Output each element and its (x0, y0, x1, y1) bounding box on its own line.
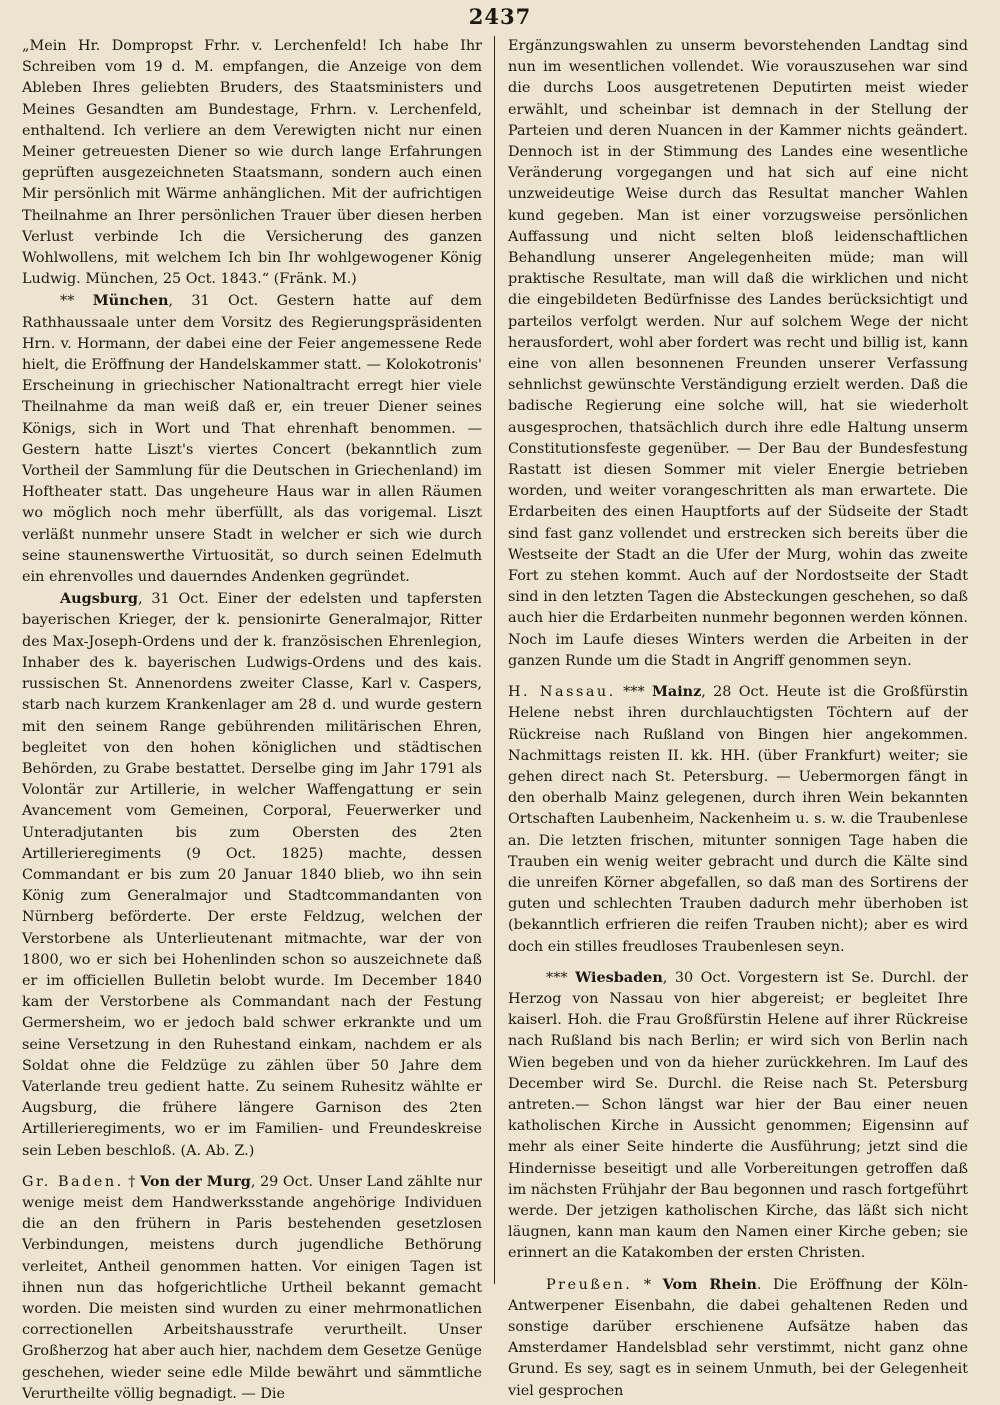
article-place: Mainz (651, 683, 702, 701)
article-augsburg (22, 588, 482, 1161)
article-text: Ergänzungswahlen zu unserm bevorstehenden Landtag sind nun im wesentlichen vollendet. Wie vorauszusehen war sind die durchs Loos ausgetretenen Deputirten meist wieder erwählt, und scheinbar ist demnach in der Stellung der Parteien und deren Nuancen in der Kammer nichts geändert. Dennoch ist in der Stimmung des Landes eine wesentliche Veränderung vorgegangen und hat sich auf eine nicht unzweideutige Weise durch das Resultat mancher Wahlen kund gegeben. Man ist einer vorzugsweise persönlichen Auffassung und nicht selten bloß leidenschaftlichen Behandlung unserer Angelegenheiten müde; man will praktische Resultate, man will daß die wirklichen und nicht die eingebildeten Bedürfnisse des Landes berücksichtigt und parteilos verfolgt werden. Nur auf solchem Wege der nicht herausfordert, wohl aber fordert was recht und billig ist, kann eine von allen besonnenen Freunden unserer Verfassung sehnlichst gewünschte Verständigung erzielt werden. Daß die badische Regierung eine solche will, hat sie wiederholt ausgesprochen, thatsächlich durch ihre edle Haltung unserm Constitutionsfeste gegenüber. — Der Bau der Bundesfestung Rastatt ist diesen Sommer mit vieler Energie betrieben worden, und weiter vorangeschritten als man erwartete. Die Erdarbeiten des einen Hauptforts auf der Südseite der Stadt sind fast ganz vollendet und erstrecken sich bereits über die Westseite der Stadt an die Ufer der Murg, wohin das zweite Fort zu stehen kommt. Auch auf der Nordostseite der Stadt sind in den letzten Tagen die Absteckungen geschehen, so daß auch hier die Erdarbeiten nunmehr begonnen werden können. Noch im Laufe dieses Winters werden die Arbeiten in der ganzen Runde um die Stadt in Angriff genommen seyn. (508, 38, 968, 669)
article-text: „Mein Hr. Dompropst Frhr. v. Lerchenfeld! Ich habe Ihr Schreiben vom 19 d. M. empfangen, die Anzeige von dem Ableben Ihres geliebten Bruders, des Staatsministers und Meines Gesandten am Bundestage, Frhrn. v. Lerchenfeld, enthaltend. Ich verliere an dem Verewigten nicht nur einen Meiner getreuesten Diener so wie durch lange Erfahrungen geprüften ausgezeichneten Staatsmann, sondern auch einen Mir persönlich mit Wärme anhänglichen. Mit der aufrichtigen Theilnahme an Ihrer persönlichen Trauer über diesen herben Verlust verbinde Ich die Versicherung des ganzen Wohlwollens, mit welchem Ich bin Ihr wohlgewogener König Ludwig. München, 25 Oct. 1843.“ (Fränk. M.) (22, 38, 482, 288)
section-heading: H. Nassau. (508, 684, 616, 701)
article-text: , 31 Oct. Gestern hatte auf dem Rathhaussaale unter dem Vorsitz des Regierungspräsidenten Hrn. v. Hormann, der dabei eine der Feier angemessene Rede hielt, die Eröffnung der Handelskammer statt. — Kolokotronis' Erscheinung in griechischer Nationaltracht erregt hier viele Theilnahme da man weiß daß er, ein treuer Diener seines Königs, sich in Wort und That ehrenhaft benommen. — Gestern hatte Liszt's viertes Concert (bekanntlich zum Vortheil der Sammlung für die Deutschen in Griechenland) im Hoftheater statt. Das ungeheure Haus war in allen Räumen wo möglich noch mehr überfüllt, als das vorigemal. Liszt verläßt nunmehr unsere Stadt in welcher er sich wie durch seine staunenswerthe Virtuosität, so durch seinen Edelmuth ein ehrenvolles und dauerndes Andenken gegründet. (22, 293, 482, 586)
article-place: Von der Murg (140, 1172, 251, 1190)
article-mark: † (123, 1173, 141, 1190)
article-text: , 29 Oct. Unser Land zählte nur wenige meist dem Handwerksstande angehörige Individuen die an den frühern in Paris bestehenden gesetzlosen Verbindungen, meistens durch jugendliche Bethörung verleitet, Antheil genommen hatten. Vor einigen Tagen ist ihnen nun das hofgerichtliche Urtheil bekannt gemacht worden. Die meisten sind wurden zu einer mehrmonatlichen correctionellen Arbeitshausstrafe verurtheilt. Unser Großherzog hat aber auch hier, nachdem dem Gesetze Genüge geschehen, wieder seine edle Milde bewährt und sämmtliche Verurtheilte völlig begnadigt. — Die (22, 1173, 482, 1402)
section-heading: Gr. Baden. (22, 1173, 124, 1190)
article-prefix: ** (60, 293, 93, 310)
article-text: . Die Eröffnung der Köln-Antwerpener Eisenbahn, die dabei gehaltenen Reden und sonstige darüber erschienene Aufsätze haben das Amsterdamer Handelsblad sehr verstimmt, nicht ganz ohne Grund. Es sey, sagt es in seinem Unmuth, bei der Gelegenheit viel gesprochen (508, 1276, 968, 1399)
right-column (508, 36, 968, 1399)
article-prefix: *** (546, 969, 576, 986)
article-text: , 30 Oct. Vorgestern ist Se. Durchl. der Herzog von Nassau von hier abgereist; er begleitet Ihre kaiserl. Hoh. die Frau Großfürstin Helene auf ihrer Rückreise nach Rußland bis nach Berlin; er wird sich von Berlin nach Wien begeben und von da hieher zurückkehren. Im Lauf des December wird Se. Durchl. die Reise nach St. Petersburg antreten.— Schon längst war hier der Bau einer neuen katholischen Kirche in Aussicht genommen; Eigensinn auf mehr als einer Seite hinderte die Ausführung; jetzt sind die Hindernisse beseitigt und alle Vorbereitungen getroffen daß im nächsten Frühjahr der Bau begonnen und rasch fortgeführt werde. Der jetzigen katholischen Kirche, das läßt sich nicht läugnen, kann man kaum den Namen einer Kirche geben; sie erinnert an die Katakomben der ersten Christen. (508, 969, 968, 1262)
left-column (22, 36, 482, 1402)
article-place: Vom Rhein (662, 1275, 757, 1293)
page-number: 2437 (468, 4, 532, 29)
article-king-letter (22, 36, 482, 290)
section-heading: Preußen. (546, 1276, 633, 1293)
article-mark: *** (615, 684, 652, 701)
article-preussen (508, 1274, 968, 1402)
article-place: München (92, 292, 169, 310)
article-mark: * (632, 1276, 663, 1293)
article-baden (22, 1171, 482, 1405)
article-text: , 28 Oct. Heute ist die Großfürstin Helene nebst ihren durchlauchtigsten Töchtern auf der Rückreise nach Rußland von Bingen hier angekommen. Nachmittags reisten II. kk. HH. (über Frankfurt) weiter; sie gehen direct nach St. Petersburg. — Uebermorgen fängt in den oberhalb Mainz gelegenen, durch ihren Wein bekannten Ortschaften Laubenheim, Nackenheim u. s. w. die Traubenlese an. Die letzten frischen, mitunter sonnigen Tage haben die Trauben ein wenig weiter gebracht und durch die Kälte sind die unreifen Körner abgefallen, so daß man des Sortirens der guten und schlechten Trauben dadurch mehr überhoben ist (bekanntlich erfrieren die reifen Trauben nicht); aber es wird doch ein stilles freudloses Traubenlesen seyn. (508, 684, 968, 955)
article-mainz (508, 681, 968, 958)
article-baden-continued (508, 36, 968, 672)
column-divider (494, 36, 495, 1284)
article-text: , 31 Oct. Einer der edelsten und tapfersten bayerischen Krieger, der k. pensionirte Generalmajor, Ritter des Max-Joseph-Ordens und der k. französischen Ehrenlegion, Inhaber des k. bayerischen Ludwigs-Ordens und des kais. russischen St. Annenordens zweiter Classe, Karl v. Caspers, starb nach kurzem Krankenlager am 28 d. und wurde gestern mit den seinem Range gebührenden militärischen Ehren, begleitet von den hohen königlichen und städtischen Behörden, zu Grabe bestattet. Derselbe ging im Jahr 1791 als Volontär zur Artillerie, in welcher Waffengattung er sein Avancement vom Gemeinen, Corporal, Feuerwerker und Unteradjutanten bis zum Obersten des 2ten Artillerieregiments (9 Oct. 1825) machte, dessen Commandant er bis zum 20 Januar 1840 blieb, wo ihn sein König zum Generalmajor und Stadtcommandanten von Nürnberg beförderte. Der erste Feldzug, welchen der Verstorbene als Unterlieutenant mitmachte, war der von 1800, wo er sich bei Hohenlinden schon so auszeichnete daß er im officiellen Bulletin belobt wurde. Im December 1840 kam der Verstorbene als Commandant nach der Festung Germersheim, wo er jedoch bald schwer erkrankte und um seine Versetzung in den Ruhestand einkam, nachdem er als Soldat ohne die Feldzüge zu zählen über 50 Jahre dem Vaterlande treu gedient hatte. Zu seinem Ruhesitz wählte er Augsburg, die frühere längere Garnison des 2ten Artillerieregiments, wo er im Familien- und Freundeskreise sein Leben beschloß. (A. Ab. Z.) (22, 591, 482, 1159)
article-muenchen (22, 290, 482, 588)
article-wiesbaden (508, 967, 968, 1265)
article-place: Wiesbaden (575, 968, 663, 986)
article-place: Augsburg (60, 590, 138, 608)
